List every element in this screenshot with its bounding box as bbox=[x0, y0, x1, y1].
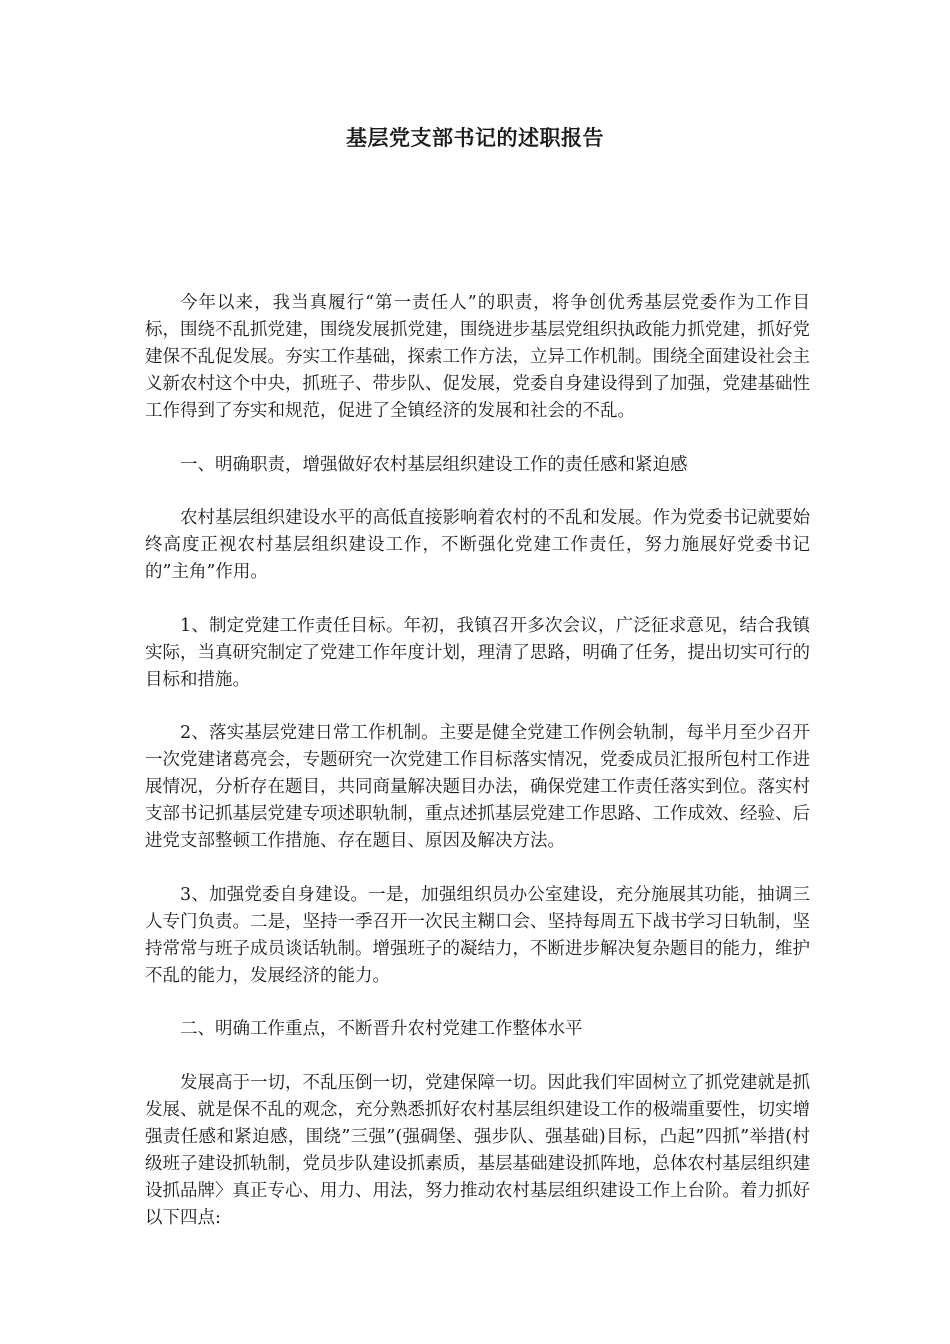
body-paragraph: 2、落实基层党建日常工作机制。主要是健全党建工作例会轨制，每半月至少召开一次党建诸葛亮会，专题研究一次党建工作目标落实情况，党委成员汇报所包村工作进展情况，分析存在题目，共同商量解决题目办法，确保党建工作责任落实到位。落实村支部书记抓基层党建专项述职轨制，重点述抓基层党建工作思路、工作成效、经验、后进党支部整顿工作措施、存在题目、原因及解决方法。 bbox=[145, 723, 810, 851]
section-heading-2: 二、明确工作重点，不断晋升农村党建工作整体水平 bbox=[180, 1019, 583, 1039]
section-heading-1: 一、明确职责，增强做好农村基层组织建设工作的责任感和紧迫感 bbox=[180, 454, 688, 475]
document-body bbox=[145, 290, 810, 1258]
body-paragraph: 农村基层组织建设水平的高低直接影响着农村的不乱和发展。作为党委书记就要始终高度正视农村基层组织建设工作，不断强化党建工作责任，努力施展好党委书记的”主角”作用。 bbox=[145, 508, 810, 582]
body-paragraph: 1、制定党建工作责任目标。年初，我镇召开多次会议，广泛征求意见，结合我镇实际，当真研究制定了党建工作年度计划，理清了思路，明确了任务，提出切实可行的目标和措施。 bbox=[145, 615, 810, 690]
document-title: 基层党支部书记的述职报告 bbox=[346, 125, 604, 150]
body-paragraph: 发展高于一切，不乱压倒一切，党建保障一切。因此我们牢固树立了抓党建就是抓发展、就是保不乱的观念，充分熟悉抓好农村基层组织建设工作的极端重要性，切实增强责任感和紧迫感，围绕”三强”(强碉堡、强步队、强基础)目标，凸起”四抓”举措(村级班子建设抓轨制，党员步队建设抓素质，基层基础建设抓阵地，总体农村基层组织建设抓品牌〉真正专心、用力、用法，努力推动农村基层组织建设工作上台阶。着力抓好以下四点: bbox=[145, 1072, 810, 1228]
body-paragraph: 3、加强党委自身建设。一是，加强组织员办公室建设，充分施展其功能，抽调三人专门负责。二是，坚持一季召开一次民主糊口会、坚持每周五下战书学习日轨制，坚持常常与班子成员谈话轨制。增强班子的凝结力，不断进步解决复杂题目的能力，维护不乱的能力，发展经济的能力。 bbox=[145, 884, 810, 986]
intro-paragraph: 今年以来，我当真履行“第一责任人”的职责，将争创优秀基层党委作为工作目标，围绕不乱抓党建，围绕发展抓党建，围绕进步基层党组织执政能力抓党建，抓好党建保不乱促发展。夯实工作基础，探索工作方法，立异工作机制。围绕全面建设社会主义新农村这个中央，抓班子、带步队、促发展，党委自身建设得到了加强，党建基础性工作得到了夯实和规范，促进了全镇经济的发展和社会的不乱。 bbox=[145, 293, 810, 421]
